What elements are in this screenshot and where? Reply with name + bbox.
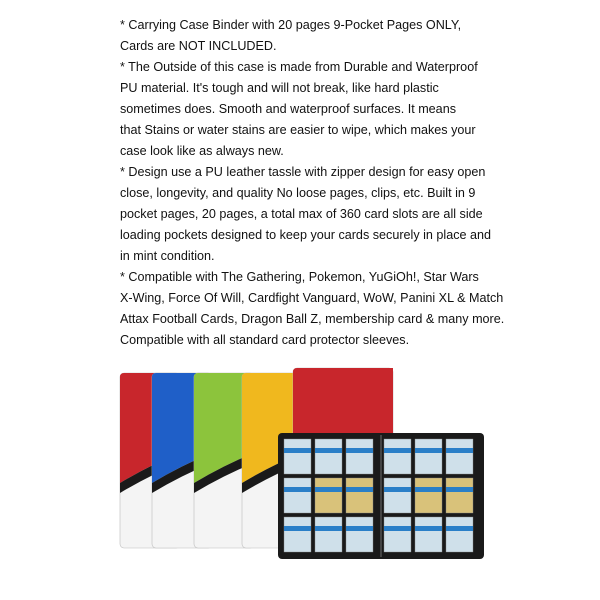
card-slot-header [315, 487, 342, 492]
description-line: * Design use a PU leather tassle with zipper design for easy open [120, 165, 486, 179]
description-line: pocket pages, 20 pages, a total max of 360 card slots are all side [120, 207, 483, 221]
card-slot [415, 439, 442, 474]
card-slot [384, 517, 411, 552]
card-slot-header [284, 526, 311, 531]
card-slot [346, 439, 373, 474]
product-description [120, 15, 505, 351]
card-slot [315, 517, 342, 552]
card-slot [315, 439, 342, 474]
card-slot-header [415, 448, 442, 453]
description-line: Attax Football Cards, Dragon Ball Z, membership card & many more. [120, 312, 505, 326]
card-slot-header [346, 487, 373, 492]
description-line: * The Outside of this case is made from Durable and Waterproof [120, 60, 478, 74]
card-slot-header [315, 448, 342, 453]
description-line: * Compatible with The Gathering, Pokemon, YuGiOh!, Star Wars [120, 270, 479, 284]
card-slot [446, 478, 473, 513]
card-slot [415, 517, 442, 552]
card-slot-header [346, 526, 373, 531]
description-line: Cards are NOT INCLUDED. [120, 39, 277, 53]
description-line: Compatible with all standard card protector sleeves. [120, 333, 410, 347]
card-slot [284, 478, 311, 513]
card-slot-header [315, 526, 342, 531]
card-slot-header [284, 448, 311, 453]
card-slot-header [446, 448, 473, 453]
card-slot [284, 439, 311, 474]
card-slot-header [284, 487, 311, 492]
card-slot [384, 439, 411, 474]
card-slot [284, 517, 311, 552]
description-line: X-Wing, Force Of Will, Cardfight Vanguard, WoW, Panini XL & Match [120, 291, 504, 305]
binder-product-image [118, 365, 488, 565]
card-slot [415, 478, 442, 513]
card-slot-header [384, 448, 411, 453]
description-line: * Carrying Case Binder with 20 pages 9-Pocket Pages ONLY, [120, 18, 462, 32]
description-line: loading pockets designed to keep your cards securely in place and [120, 228, 492, 242]
card-slot [384, 478, 411, 513]
card-slot [315, 478, 342, 513]
card-slot [346, 517, 373, 552]
description-line: that Stains or water stains are easier to wipe, which makes your [120, 123, 476, 137]
open-binder [278, 433, 484, 559]
card-slot-header [415, 487, 442, 492]
card-slot [446, 439, 473, 474]
description-line: PU material. It's tough and will not break, like hard plastic [120, 81, 439, 95]
card-slot-header [384, 487, 411, 492]
card-slot-header [446, 487, 473, 492]
card-slot-header [415, 526, 442, 531]
card-slot-header [384, 526, 411, 531]
description-line: close, longevity, and quality No loose pages, clips, etc. Built in 9 [120, 186, 476, 200]
description-line: case look like as always new. [120, 144, 284, 158]
description-line: in mint condition. [120, 249, 215, 263]
card-slot-header [446, 526, 473, 531]
card-slot [346, 478, 373, 513]
card-slot-header [346, 448, 373, 453]
card-slot [446, 517, 473, 552]
description-line: sometimes does. Smooth and waterproof surfaces. It means [120, 102, 456, 116]
